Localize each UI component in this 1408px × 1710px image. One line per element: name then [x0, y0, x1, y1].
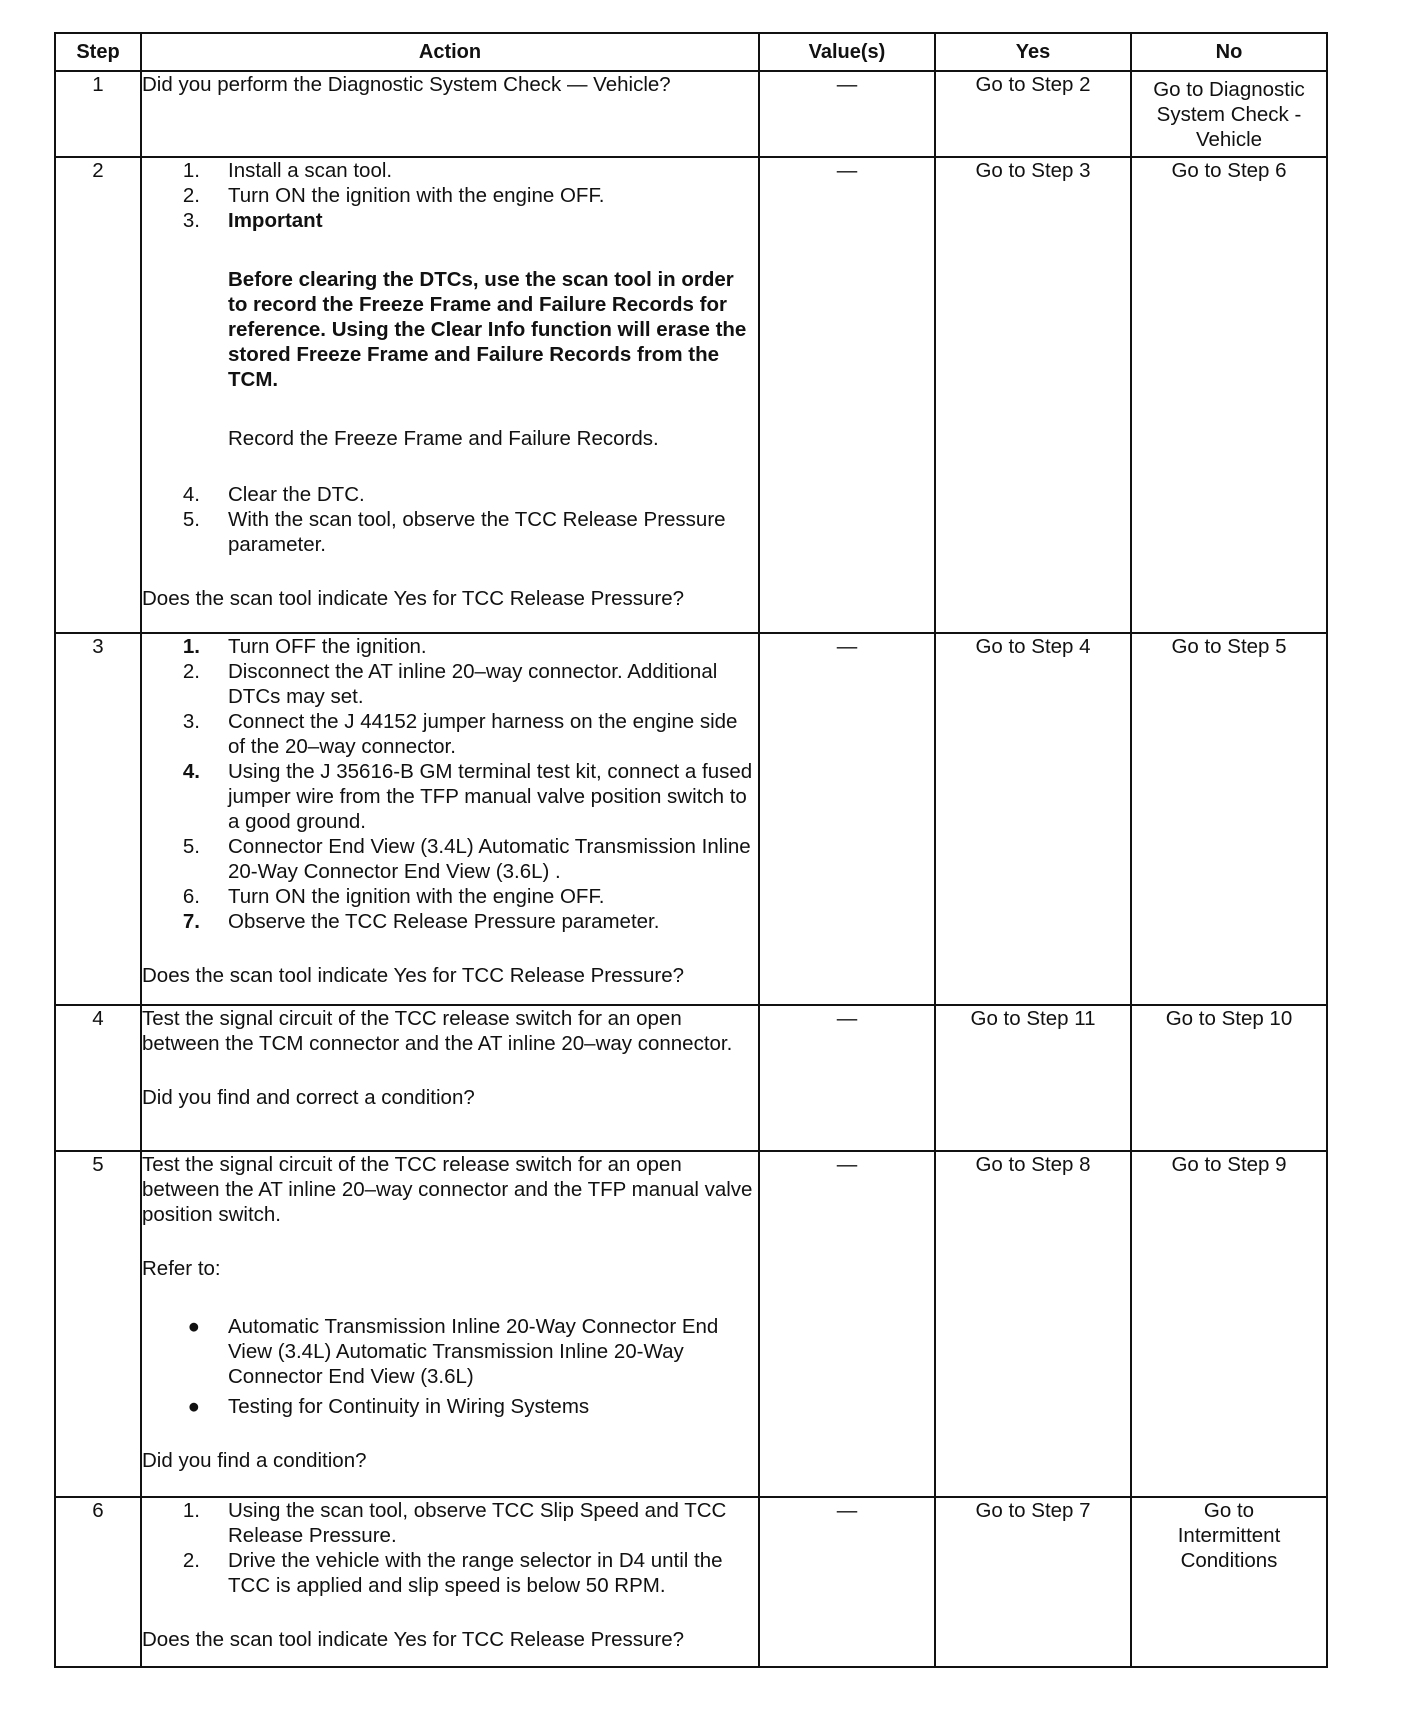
table-row-step-4	[55, 1005, 1327, 1151]
item-text: Clear the DTC.	[228, 483, 365, 506]
step-number: 5	[55, 1151, 141, 1497]
list-item	[142, 482, 758, 507]
list-item	[142, 759, 758, 834]
bullet-icon: ●	[187, 1395, 200, 1418]
list-item	[142, 208, 758, 233]
yes-cell: Go to Step 8	[935, 1151, 1131, 1497]
important-note: Before clearing the DTCs, use the scan tool in order to record the Freeze Frame and Failure Records for reference. Using the Clear Info function will erase the stored Freeze Frame and Failure Records from the TCM.	[228, 268, 747, 391]
item-text: Observe the TCC Release Pressure parameter.	[228, 910, 660, 933]
value-cell: —	[759, 1497, 935, 1667]
header-step: Step	[55, 33, 141, 71]
reference-link[interactable]: Testing for Continuity in Wiring Systems	[228, 1395, 590, 1418]
item-text: Disconnect the AT inline 20–way connector. Additional DTCs may set.	[228, 660, 718, 708]
list-item	[142, 183, 758, 208]
item-number: 4.	[182, 483, 200, 506]
step-number: 4	[55, 1005, 141, 1151]
action-cell	[141, 157, 759, 633]
header-values: Value(s)	[759, 33, 935, 71]
list-item	[142, 659, 758, 709]
action-cell	[141, 71, 759, 157]
yes-cell: Go to Step 3	[935, 157, 1131, 633]
item-number: 3.	[182, 209, 200, 232]
action-text: Test the signal circuit of the TCC release switch for an open between the TCM connector and the AT inline 20–way connector.	[142, 1007, 733, 1055]
bullet-icon: ●	[187, 1315, 200, 1338]
item-number: 1.	[182, 159, 200, 182]
value-cell: —	[759, 1005, 935, 1151]
list-item	[142, 884, 758, 909]
step-number: 3	[55, 633, 141, 1005]
action-cell	[141, 1497, 759, 1667]
item-number: 1.	[182, 1499, 200, 1522]
header-yes: Yes	[935, 33, 1131, 71]
question-text: Did you find a condition?	[142, 1449, 367, 1472]
list-item	[142, 1314, 758, 1389]
reference-list	[142, 1314, 758, 1419]
item-number: 2.	[182, 660, 200, 683]
procedure-list	[142, 158, 758, 233]
refer-label: Refer to:	[142, 1257, 221, 1280]
list-item	[142, 909, 758, 934]
item-text: Using the scan tool, observe TCC Slip Speed and TCC Release Pressure.	[228, 1499, 727, 1547]
procedure-list	[142, 482, 758, 557]
item-text: Important	[228, 209, 323, 232]
item-number: 2.	[182, 184, 200, 207]
question-text: Did you find and correct a condition?	[142, 1086, 475, 1109]
item-number: 7.	[182, 910, 200, 933]
header-row	[55, 33, 1327, 71]
item-number: 4.	[182, 760, 200, 783]
yes-cell: Go to Step 4	[935, 633, 1131, 1005]
list-item	[142, 634, 758, 659]
no-cell: Go to Diagnostic System Check - Vehicle	[1131, 71, 1327, 157]
item-text: Turn ON the ignition with the engine OFF.	[228, 885, 605, 908]
yes-cell: Go to Step 11	[935, 1005, 1131, 1151]
no-cell: Go to Intermittent Conditions	[1131, 1497, 1327, 1667]
action-cell	[141, 1151, 759, 1497]
value-cell: —	[759, 1151, 935, 1497]
table-row-step-1	[55, 71, 1327, 157]
table-row-step-6	[55, 1497, 1327, 1667]
no-cell: Go to Step 10	[1131, 1005, 1327, 1151]
list-item	[142, 1548, 758, 1598]
diagnostic-table	[54, 32, 1328, 1668]
value-cell: —	[759, 157, 935, 633]
item-text: Turn ON the ignition with the engine OFF.	[228, 184, 605, 207]
list-item	[142, 709, 758, 759]
question-text: Does the scan tool indicate Yes for TCC Release Pressure?	[142, 587, 685, 610]
list-item	[142, 834, 758, 884]
procedure-list	[142, 1498, 758, 1598]
list-item	[142, 1394, 758, 1419]
action-text: Did you perform the Diagnostic System Check — Vehicle?	[142, 73, 671, 96]
table-row-step-5	[55, 1151, 1327, 1497]
item-text: Drive the vehicle with the range selector in D4 until the TCC is applied and slip speed is below 50 RPM.	[228, 1549, 723, 1597]
value-cell: —	[759, 633, 935, 1005]
item-number: 6.	[182, 885, 200, 908]
item-number: 5.	[182, 835, 200, 858]
item-text: Turn OFF the ignition.	[228, 635, 427, 658]
step-number: 1	[55, 71, 141, 157]
item-number: 1.	[182, 635, 200, 658]
question-text: Does the scan tool indicate Yes for TCC Release Pressure?	[142, 1628, 685, 1651]
reference-link[interactable]: Automatic Transmission Inline 20-Way Connector End View (3.4L) Automatic Transmission Inline 20-Way Connector End View (3.6L)	[228, 1315, 719, 1388]
item-text: Install a scan tool.	[228, 159, 393, 182]
header-action: Action	[141, 33, 759, 71]
item-number: 2.	[182, 1549, 200, 1572]
table-row-step-3	[55, 633, 1327, 1005]
header-no: No	[1131, 33, 1327, 71]
question-text: Does the scan tool indicate Yes for TCC Release Pressure?	[142, 964, 685, 987]
step-number: 2	[55, 157, 141, 633]
item-text: With the scan tool, observe the TCC Release Pressure parameter.	[228, 508, 726, 556]
item-text: Connector End View (3.4L) Automatic Transmission Inline 20-Way Connector End View (3.6L) .	[228, 835, 751, 883]
item-text: Connect the J 44152 jumper harness on the engine side of the 20–way connector.	[228, 710, 738, 758]
item-text: Using the J 35616-B GM terminal test kit, connect a fused jumper wire from the TFP manual valve position switch to a good ground.	[228, 760, 753, 833]
yes-cell: Go to Step 7	[935, 1497, 1131, 1667]
procedure-list	[142, 634, 758, 934]
list-item	[142, 1498, 758, 1548]
action-cell	[141, 1005, 759, 1151]
value-cell: —	[759, 71, 935, 157]
step-number: 6	[55, 1497, 141, 1667]
no-cell: Go to Step 5	[1131, 633, 1327, 1005]
item-number: 5.	[182, 508, 200, 531]
list-item	[142, 507, 758, 557]
no-cell: Go to Step 6	[1131, 157, 1327, 633]
item-number: 3.	[182, 710, 200, 733]
action-text: Test the signal circuit of the TCC release switch for an open between the AT inline 20–way connector and the TFP manual valve position switch.	[142, 1153, 753, 1226]
table-row-step-2	[55, 157, 1327, 633]
action-cell	[141, 633, 759, 1005]
list-item	[142, 158, 758, 183]
yes-cell: Go to Step 2	[935, 71, 1131, 157]
no-cell: Go to Step 9	[1131, 1151, 1327, 1497]
record-instruction: Record the Freeze Frame and Failure Records.	[228, 427, 659, 450]
